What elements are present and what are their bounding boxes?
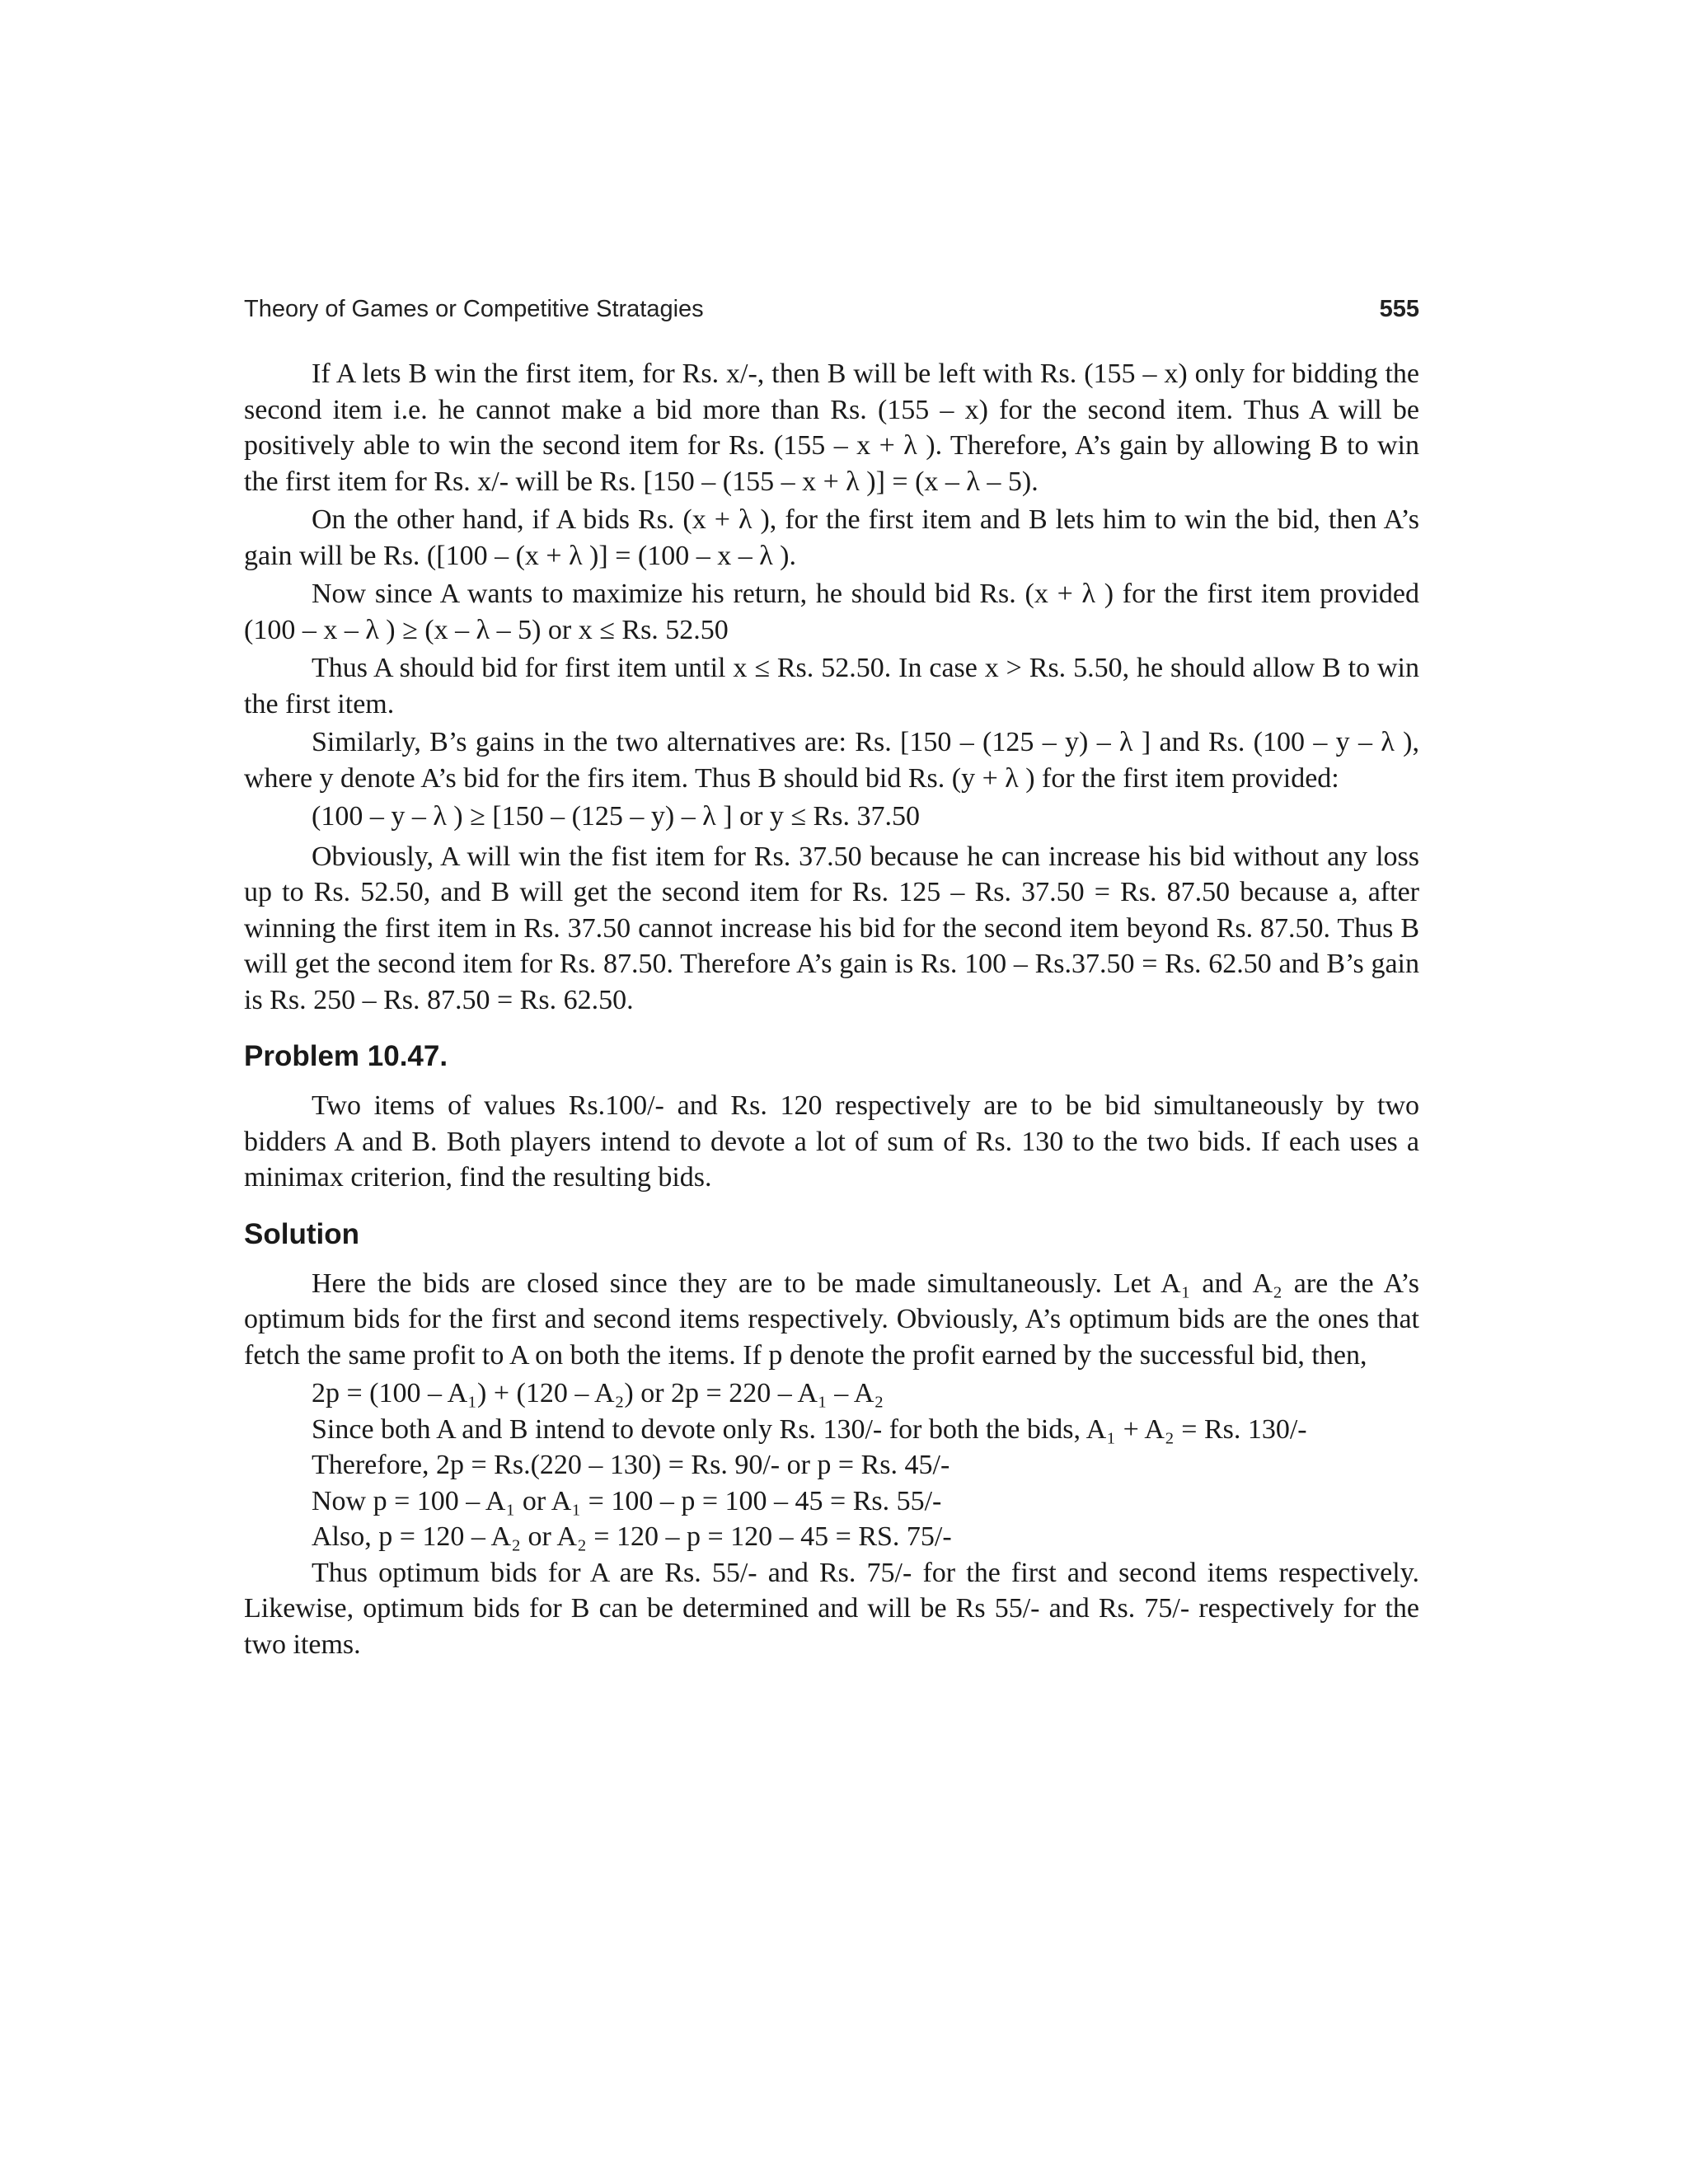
header-title: Theory of Games or Competitive Stratagies	[244, 296, 704, 322]
equation: Now p = 100 – A₁ or A₁ = 100 – p = 100 – 45 = Rs. 55/-	[312, 1485, 942, 1516]
paragraph: Now since A wants to maximize his return, he should bid Rs. (x + λ ) for the first item provided (100 – x – λ ) ≥ (x – λ – 5) or x ≤ Rs. 52.50	[244, 579, 1419, 645]
paragraph: If A lets B win the first item, for Rs. x/-, then B will be left with Rs. (155 – x) only for bidding the second item i.e. he cannot make a bid more than Rs. (155 – x) for the second item. Thus A will be positively able to win the second item for Rs. (155 – x + λ ). Therefore, A’s gain by allowing B to win the first item for Rs. x/- will be Rs. [150 – (155 – x + λ )] = (x – λ – 5).	[244, 359, 1419, 497]
problem-statement: Two items of values Rs.100/- and Rs. 120 respectively are to be bid simultaneously by two bidders A and B. Both players intend to devote a lot of sum of Rs. 130 to the two bids. If each uses a minimax criterion, find the resulting bids.	[244, 1090, 1419, 1193]
paragraph: Similarly, B’s gains in the two alternatives are: Rs. [150 – (125 – y) – λ ] and Rs. (100 – y – λ ), where y denote A’s bid for the firs item. Thus B should bid Rs. (y + λ ) for the first item provided:	[244, 727, 1419, 794]
equation: (100 – y – λ ) ≥ [150 – (125 – y) – λ ] or y ≤ Rs. 37.50	[312, 801, 920, 832]
equation: 2p = (100 – A₁) + (120 – A₂) or 2p = 220 – A₁ – A₂	[312, 1378, 884, 1408]
paragraph: Thus A should bid for first item until x ≤ Rs. 52.50. In case x > Rs. 5.50, he should allow B to win the first item.	[244, 653, 1419, 719]
equation: Also, p = 120 – A₂ or A₂ = 120 – p = 120 – 45 = RS. 75/-	[312, 1521, 952, 1552]
running-header	[244, 296, 1419, 329]
page-number: 555	[1379, 296, 1419, 322]
paragraph: On the other hand, if A bids Rs. (x + λ ), for the first item and B lets him to win the bid, then A’s gain will be Rs. ([100 – (x + λ )] = (100 – x – λ ).	[244, 504, 1419, 571]
paragraph: Thus optimum bids for A are Rs. 55/- and Rs. 75/- for the first and second items respectively. Likewise, optimum bids for B can be determined and will be Rs 55/- and Rs. 75/- respectively for the two items.	[244, 1557, 1419, 1660]
equation: Therefore, 2p = Rs.(220 – 130) = Rs. 90/- or p = Rs. 45/-	[312, 1450, 950, 1480]
page-body	[244, 356, 1419, 1665]
problem-heading: Problem 10.47.	[244, 1040, 448, 1072]
paragraph: Here the bids are closed since they are to be made simultaneously. Let A₁ and A₂ are the A’s optimum bids for the first and second items respectively. Obviously, A’s optimum bids are the ones that fetch the same profit to A on both the items. If p denote the profit earned by the successful bid, then,	[244, 1268, 1419, 1371]
paragraph: Obviously, A will win the fist item for Rs. 37.50 because he can increase his bid without any loss up to Rs. 52.50, and B will get the second item for Rs. 125 – Rs. 37.50 = Rs. 87.50 because a, after winning the first item in Rs. 37.50 cannot increase his bid for the second item beyond Rs. 87.50. Thus B will get the second item for Rs. 87.50. Therefore A’s gain is Rs. 100 – Rs.37.50 = Rs. 62.50 and B’s gain is Rs. 250 – Rs. 87.50 = Rs. 62.50.	[244, 841, 1419, 1015]
equation: Since both A and B intend to devote only Rs. 130/- for both the bids, A₁ + A₂ = Rs. 130/-	[312, 1413, 1307, 1445]
solution-heading: Solution	[244, 1217, 359, 1250]
